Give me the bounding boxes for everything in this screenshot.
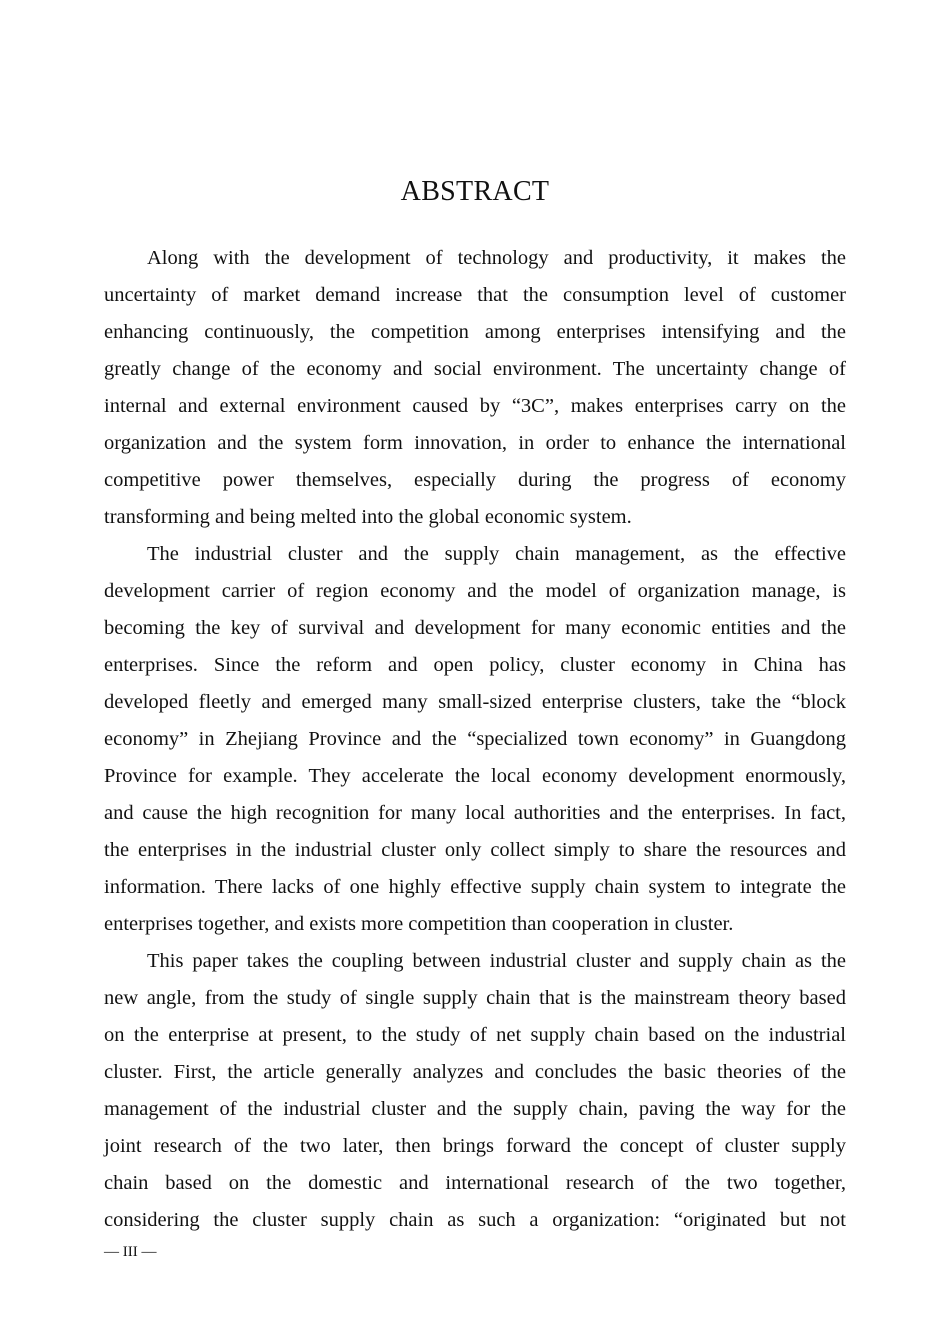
- page-number: — III —: [104, 1244, 157, 1260]
- text-line: becoming the key of survival and development for many economic entities and the: [104, 617, 846, 639]
- text-line: transforming and being melted into the global economic system.: [104, 506, 632, 528]
- text-line: on the enterprise at present, to the study of net supply chain based on the industrial: [104, 1024, 846, 1046]
- text-line: new angle, from the study of single supply chain that is the mainstream theory based: [104, 987, 846, 1009]
- text-line: greatly change of the economy and social environment. The uncertainty change of: [104, 358, 846, 380]
- text-line: competitive power themselves, especially during the progress of economy: [104, 469, 846, 491]
- text-line: information. There lacks of one highly effective supply chain system to integrate the: [104, 876, 846, 898]
- text-line: joint research of the two later, then brings forward the concept of cluster supply: [104, 1135, 846, 1157]
- text-line: considering the cluster supply chain as such a organization: “originated but not: [104, 1209, 846, 1231]
- text-line: developed fleetly and emerged many small-sized enterprise clusters, take the “block: [104, 691, 846, 713]
- text-line: the enterprises in the industrial cluster only collect simply to share the resources and: [104, 839, 846, 861]
- text-line: management of the industrial cluster and the supply chain, paving the way for the: [104, 1098, 846, 1120]
- text-line: Along with the development of technology and productivity, it makes the: [147, 247, 846, 269]
- text-line: enterprises together, and exists more competition than cooperation in cluster.: [104, 913, 734, 935]
- text-line: chain based on the domestic and international research of the two together,: [104, 1172, 846, 1194]
- paragraph: [104, 943, 846, 1239]
- text-line: The industrial cluster and the supply chain management, as the effective: [147, 543, 846, 565]
- paragraph: [104, 536, 846, 943]
- text-line: enterprises. Since the reform and open policy, cluster economy in China has: [104, 654, 846, 676]
- text-line: economy” in Zhejiang Province and the “specialized town economy” in Guangdong: [104, 728, 846, 750]
- page-title: ABSTRACT: [400, 176, 550, 207]
- text-line: internal and external environment caused by “3C”, makes enterprises carry on the: [104, 395, 846, 417]
- text-line: uncertainty of market demand increase that the consumption level of customer: [104, 284, 846, 306]
- text-line: Province for example. They accelerate the local economy development enormously,: [104, 765, 846, 787]
- text-line: organization and the system form innovation, in order to enhance the international: [104, 432, 846, 454]
- text-line: and cause the high recognition for many local authorities and the enterprises. In fact,: [104, 802, 846, 824]
- paragraph: [104, 240, 846, 536]
- abstract-body: [104, 240, 846, 1239]
- text-line: development carrier of region economy and the model of organization manage, is: [104, 580, 846, 602]
- text-line: This paper takes the coupling between industrial cluster and supply chain as the: [147, 950, 846, 972]
- text-line: cluster. First, the article generally analyzes and concludes the basic theories of the: [104, 1061, 846, 1083]
- text-line: enhancing continuously, the competition among enterprises intensifying and the: [104, 321, 846, 343]
